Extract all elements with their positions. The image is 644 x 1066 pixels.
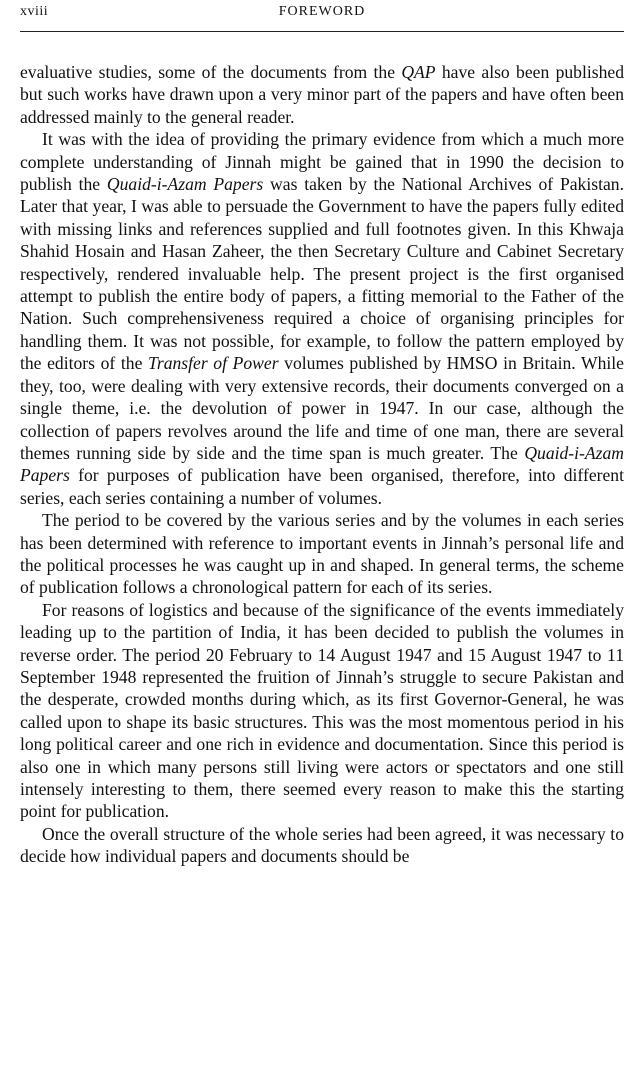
italic-title: Quaid-i-Azam Papers — [106, 174, 264, 195]
text-run: was taken by the National Archives of Pakistan. Later that year, I was able to persuade the Government to have the papers fully edited with missing links and references supplied and full footnotes given. In this Khwaja Shahid Hosain and Hasan Zaheer, the then Secretary Culture and Cabinet Secretary respectively, rendered invaluable help. The present project is the first organised attempt to publish the entire body of papers, a fitting memorial to the Father of the Nation. Such comprehensiveness required a choice of organising principles for handling them. It was not possible, for example, to follow the pattern employed by the editors of the — [20, 174, 624, 374]
text-run: for purposes of publication have been organised, therefore, into different series, each series containing a number of volumes. — [20, 465, 624, 508]
text-run: volumes published by HMSO in Britain. While they, too, were dealing with very extensive records, their documents converged on a single theme, i.e. the devolution of power in 1947. In our case, although the collection of papers revolves around the life and time of one man, there are several themes running side by side and the time span is much greater. The — [20, 353, 624, 463]
header-rule — [20, 31, 624, 32]
text-run: The period to be covered by the various series and by the volumes in each series has been determined with reference to important events in Jinnah’s personal life and the political processes he was caught up in and shaped. In general terms, the scheme of publication follows a chronological pattern for each of its series. — [20, 510, 624, 598]
text-run: For reasons of logistics and because of the significance of the events immediately leading up to the partition of India, it has been decided to publish the volumes in reverse order. The period 20 February to 14 August 1947 and 15 August 1947 to 11 September 1948 represented the fruition of Jinnah’s struggle to secure Pakistan and the desperate, crowded months during which, as its first Governor-General, he was called upon to shape its basic structures. This was the most momentous period in his long political career and one rich in evidence and documentation. Since this period is also one in which many persons still living were actors or spectators and one still intensely interesting to them, there seemed every reason to make this the starting point for publication. — [20, 599, 624, 822]
running-title: FOREWORD — [278, 4, 366, 19]
italic-title: Transfer of Power — [148, 353, 279, 374]
paragraph — [20, 61, 624, 128]
text-run: have also been published but such works have drawn upon a very minor part of the papers and have often been addressed mainly to the general reader. — [20, 62, 624, 127]
paragraph — [20, 599, 624, 823]
italic-title: QAP — [401, 62, 436, 82]
body-text — [20, 61, 624, 868]
text-run: It was with the idea of providing the primary evidence from which a much more complete understanding of Jinnah might be gained that in 1990 the decision to publish the — [20, 129, 624, 195]
paragraph — [20, 823, 624, 868]
paragraph — [20, 128, 624, 509]
text-run: Once the overall structure of the whole series had been agreed, it was necessary to decide how individual papers and documents should be — [20, 823, 624, 867]
page-number: xviii — [20, 4, 49, 19]
page-header — [20, 4, 624, 28]
italic-title: Quaid-i-Azam Papers — [20, 442, 624, 486]
paragraph — [20, 509, 624, 599]
text-run: evaluative studies, some of the documents from the — [20, 62, 402, 82]
